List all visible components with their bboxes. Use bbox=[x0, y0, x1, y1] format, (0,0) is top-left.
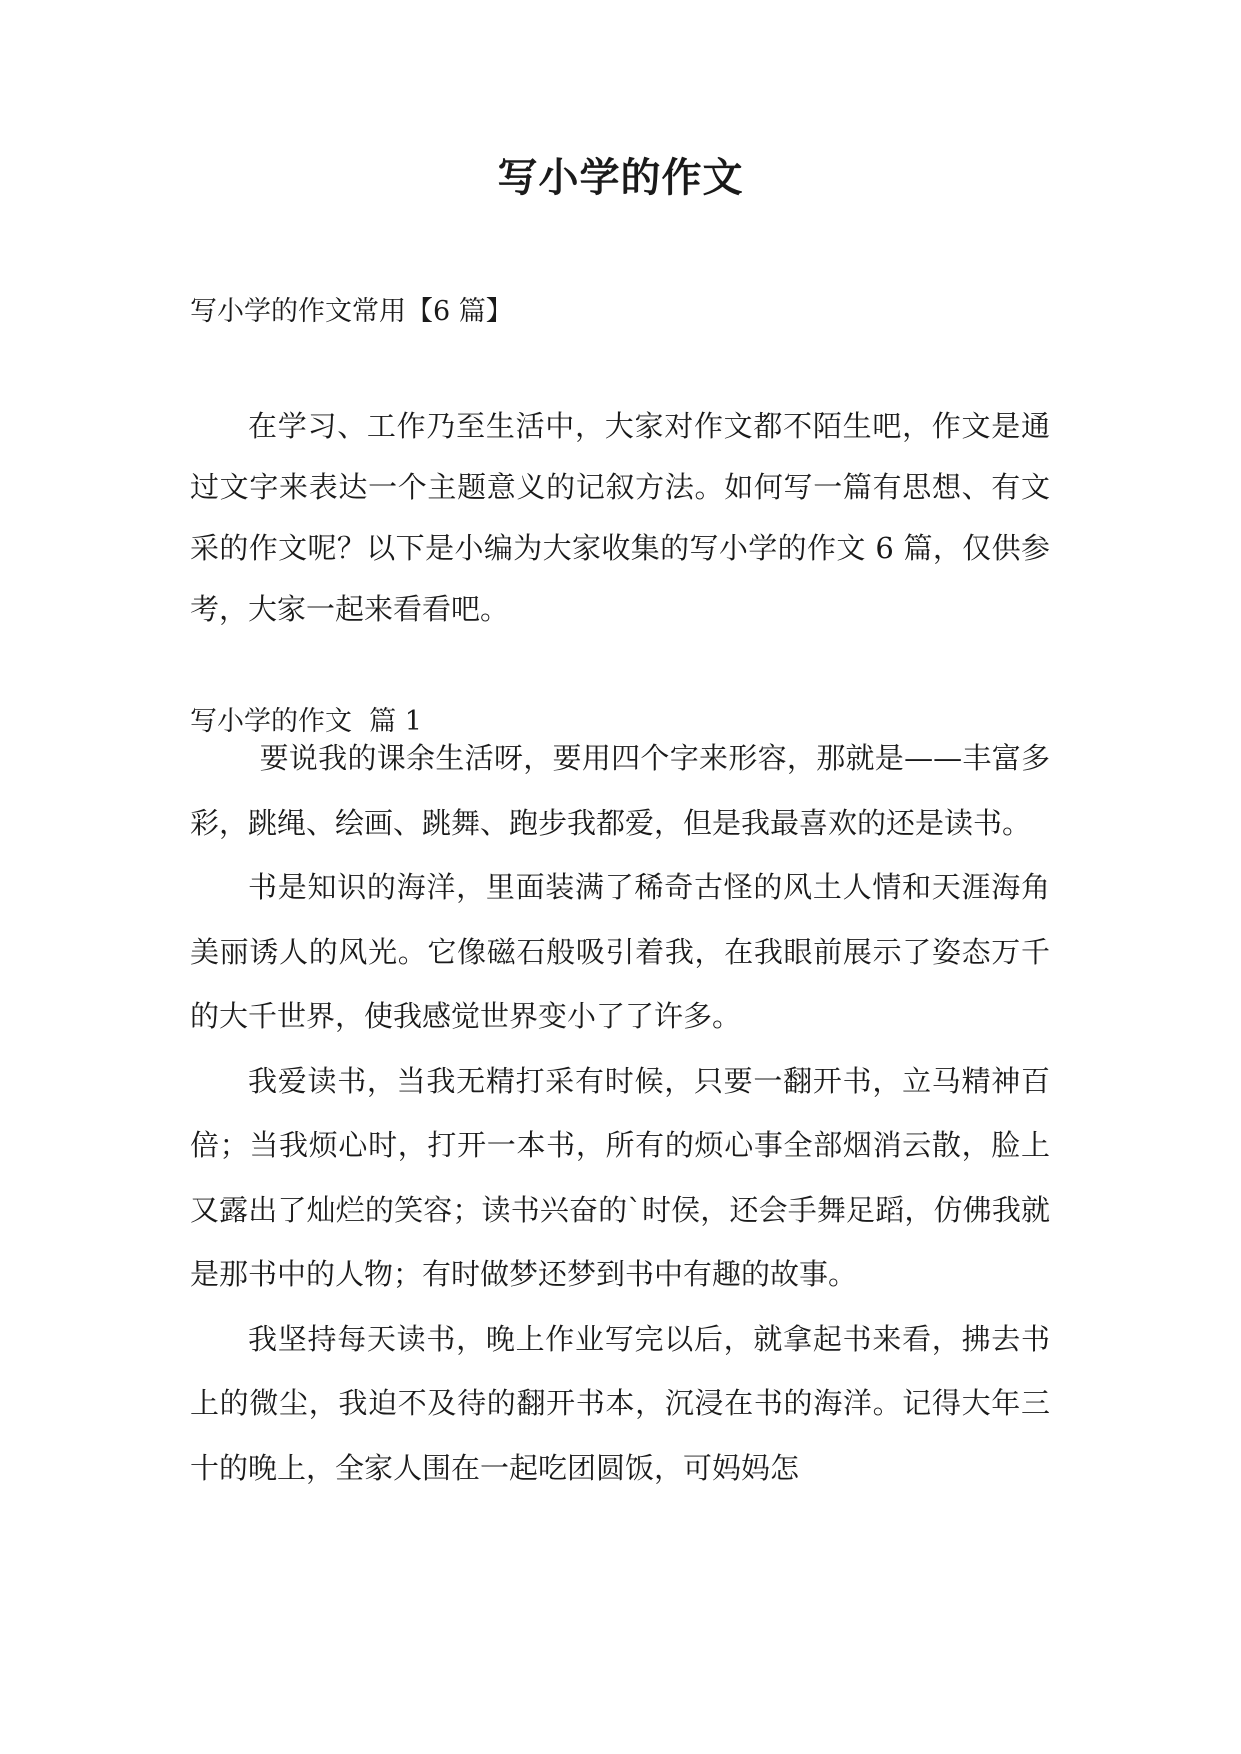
essay-paragraph: 我爱读书，当我无精打采有时候，只要一翻开书，立马精神百倍；当我烦心时，打开一本书，所有的烦心事全部烟消云散，脸上又露出了灿烂的笑容；读书兴奋的`时侯，还会手舞足蹈，仿佛我就是那书中的人物；有时做梦还梦到书中有趣的故事。 bbox=[190, 1063, 1050, 1291]
essay-paragraph: 要说我的课余生活呀，要用四个字来形容，那就是——丰富多彩，跳绳、绘画、跳舞、跑步我都爱，但是我最喜欢的还是读书。 bbox=[190, 741, 1050, 840]
essay-paragraph: 书是知识的海洋，里面装满了稀奇古怪的风土人情和天涯海角美丽诱人的风光。它像磁石般吸引着我，在我眼前展示了姿态万千的大千世界，使我感觉世界变小了了许多。 bbox=[190, 870, 1050, 1033]
essay-paragraph: 我坚持每天读书，晚上作业写完以后，就拿起书来看，拂去书上的微尘，我迫不及待的翻开书本，沉浸在书的海洋。记得大年三十的晚上，全家人围在一起吃团圆饭，可妈妈怎 bbox=[190, 1321, 1050, 1485]
section-heading: 写小学的作文 篇 1 bbox=[190, 706, 422, 737]
essay-body bbox=[190, 726, 1050, 1500]
intro-block bbox=[190, 396, 1050, 640]
document-title: 写小学的作文 bbox=[497, 154, 744, 201]
document-subtitle: 写小学的作文常用【6 篇】 bbox=[190, 296, 513, 327]
intro-paragraph: 在学习、工作乃至生活中，大家对作文都不陌生吧，作文是通过文字来表达一个主题意义的记叙方法。如何写一篇有思想、有文采的作文呢？以下是小编为大家收集的写小学的作文 6 篇，仅供参考，大家一起来看看吧。 bbox=[190, 409, 1050, 626]
